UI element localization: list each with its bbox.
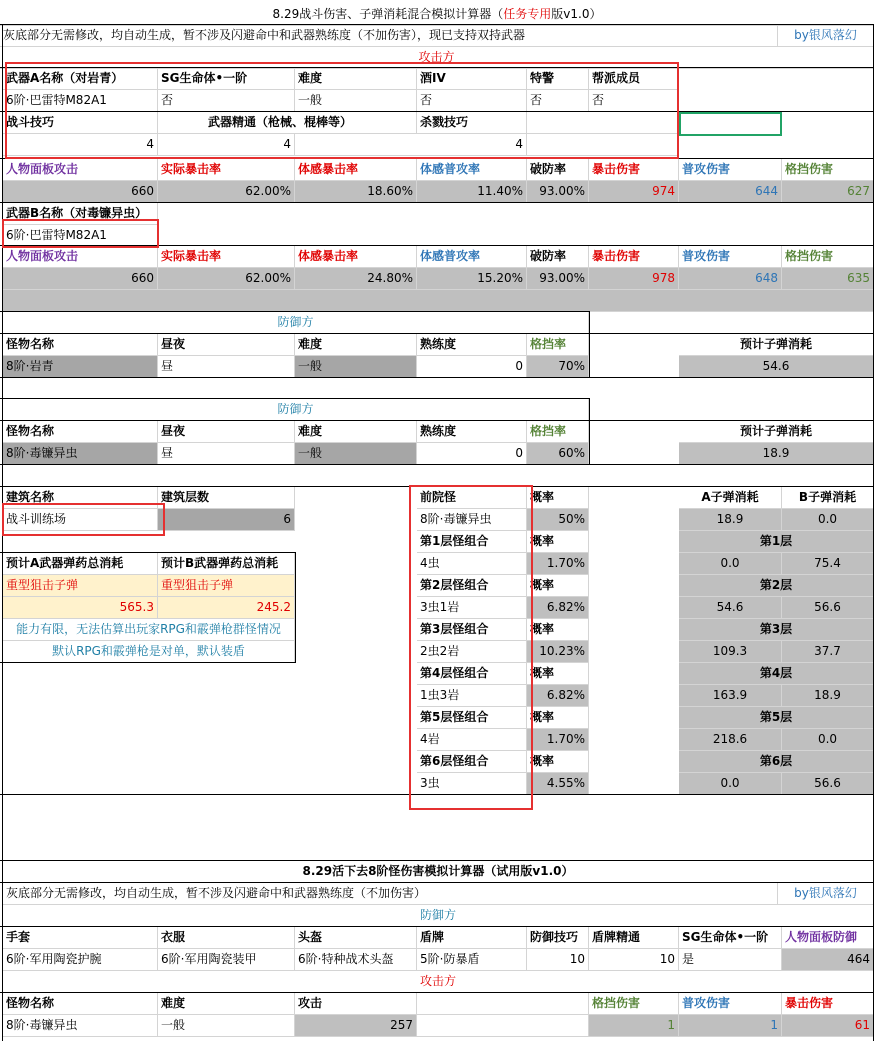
border-line xyxy=(0,860,874,861)
stat-a-block-dmg-header: 格挡伤害 xyxy=(782,159,874,181)
difficulty-value[interactable]: 一般 xyxy=(295,90,417,112)
floor-prob: 6.82% xyxy=(527,685,589,707)
building-floors-header: 建筑层数 xyxy=(158,487,295,509)
shield-mastery-header: 盾牌精通 xyxy=(589,927,679,949)
floor-layer-label: 第5层 xyxy=(679,707,874,729)
building-name-header: 建筑名称 xyxy=(3,487,158,509)
prob-label: 概率 xyxy=(527,531,589,553)
bottom-note: 灰底部分无需修改，均自动生成，暂不涉及闪避命中和武器熟练度（不加伤害） xyxy=(3,883,778,905)
stat-b-feel-crit-header: 体感暴击率 xyxy=(295,246,417,268)
floor-combo: 3虫 xyxy=(417,773,527,795)
prob-label: 概率 xyxy=(527,619,589,641)
gang-value[interactable]: 否 xyxy=(589,90,679,112)
monster-name-header-2: 怪物名称 xyxy=(3,421,158,443)
stat-b-attack-header: 人物面板攻击 xyxy=(3,246,158,268)
floor-layer-label: 第1层 xyxy=(679,531,874,553)
gloves-header: 手套 xyxy=(3,927,158,949)
prob-label: 概率 xyxy=(527,575,589,597)
selected-cell[interactable] xyxy=(679,112,782,136)
total-a-value: 565.3 xyxy=(3,597,158,619)
gray-spacer-row xyxy=(3,290,874,312)
stat-b-crit-dmg-value: 978 xyxy=(589,268,679,290)
bottom-difficulty-header: 难度 xyxy=(158,993,295,1015)
floor-header: 第1层怪组合 xyxy=(417,531,527,553)
swat-value[interactable]: 否 xyxy=(527,90,589,112)
sg-header: SG生命体•一阶 xyxy=(158,68,295,90)
border-line xyxy=(0,992,874,993)
day-night-header-1: 昼夜 xyxy=(158,334,295,356)
empty-cell xyxy=(417,1015,589,1037)
floor-header: 前院怪 xyxy=(417,487,527,509)
monster-name-value-2[interactable]: 8阶·毒镰异虫 xyxy=(3,443,158,465)
stat-b-block-dmg-header: 格挡伤害 xyxy=(782,246,874,268)
stat-a-pierce-value: 93.00% xyxy=(527,181,589,203)
defender-label-1: 防御方 xyxy=(3,312,589,334)
sheet-title: 8.29战斗伤害、子弹消耗混合模拟计算器（任务专用版v1.0） xyxy=(0,4,874,26)
floor-prob: 50% xyxy=(527,509,589,531)
floor-combo: 4岩 xyxy=(417,729,527,751)
stat-b-feel-normal-value: 15.20% xyxy=(417,268,527,290)
border-line xyxy=(0,552,296,553)
gang-header: 帮派成员 xyxy=(589,68,679,90)
stat-a-feel-normal-header: 体感普攻率 xyxy=(417,159,527,181)
stat-a-attack-value: 660 xyxy=(3,181,158,203)
kill-skill-header: 杀戮技巧 xyxy=(417,112,527,134)
shield-value[interactable]: 5阶·防暴盾 xyxy=(417,949,527,971)
border-line xyxy=(589,311,590,378)
bottom-block-dmg-value: 1 xyxy=(589,1015,679,1037)
defense-skill-header: 防御技巧 xyxy=(527,927,589,949)
floor-combo: 8阶·毒镰异虫 xyxy=(417,509,527,531)
prob-label: 概率 xyxy=(527,487,589,509)
author-label: by银风落幻 xyxy=(778,25,874,47)
proficiency-value-1[interactable]: 0 xyxy=(417,356,527,378)
ammo-value-2: 18.9 xyxy=(679,443,874,465)
total-a-ammo-type: 重型狙击子弹 xyxy=(3,575,158,597)
helmet-header: 头盔 xyxy=(295,927,417,949)
gloves-value[interactable]: 6阶·军用陶瓷护腕 xyxy=(3,949,158,971)
stat-b-crit-header: 实际暴击率 xyxy=(158,246,295,268)
bottom-author: by银风落幻 xyxy=(778,883,874,905)
defender-label-2: 防御方 xyxy=(3,399,589,421)
stat-b-feel-crit-value: 24.80% xyxy=(295,268,417,290)
highlight-box-weapon-b xyxy=(2,219,159,248)
floor-header: 第6层怪组合 xyxy=(417,751,527,773)
block-rate-header-1: 格挡率 xyxy=(527,334,589,356)
stat-a-crit-header: 实际暴击率 xyxy=(158,159,295,181)
stat-a-pierce-header: 破防率 xyxy=(527,159,589,181)
total-b-ammo-type: 重型狙击子弹 xyxy=(158,575,295,597)
border-line xyxy=(0,926,874,927)
stat-a-normal-dmg-header: 普攻伤害 xyxy=(679,159,782,181)
weapon-mastery-value[interactable]: 4 xyxy=(158,134,295,156)
kill-skill-value[interactable]: 4 xyxy=(295,134,527,156)
bottom-defender-label: 防御方 xyxy=(3,905,874,927)
sg-bottom-value[interactable]: 是 xyxy=(679,949,782,971)
empty-cell xyxy=(417,993,589,1015)
stat-a-feel-crit-value: 18.60% xyxy=(295,181,417,203)
floor-a-ammo: 0.0 xyxy=(679,773,782,795)
proficiency-header-2: 熟练度 xyxy=(417,421,527,443)
a-ammo-header: A子弹消耗 xyxy=(679,487,782,509)
weapon-a-header: 武器A名称（对岩青） xyxy=(3,68,158,90)
building-name-value[interactable]: 战斗训练场 xyxy=(3,509,158,531)
total-a-header: 预计A武器弹药总消耗 xyxy=(3,553,158,575)
total-b-header: 预计B武器弹药总消耗 xyxy=(158,553,295,575)
bottom-crit-dmg-header: 暴击伤害 xyxy=(782,993,874,1015)
floor-b-ammo: 56.6 xyxy=(782,773,874,795)
stat-b-crit-dmg-header: 暴击伤害 xyxy=(589,246,679,268)
floor-layer-label: 第2层 xyxy=(679,575,874,597)
floor-a-ammo: 109.3 xyxy=(679,641,782,663)
border-line xyxy=(0,333,874,334)
bottom-monster-header: 怪物名称 xyxy=(3,993,158,1015)
floor-b-ammo: 75.4 xyxy=(782,553,874,575)
building-floors-value: 6 xyxy=(158,509,295,531)
weapon-b-value[interactable]: 6阶·巴雷特M82A1 xyxy=(3,225,158,247)
border-line xyxy=(0,464,874,465)
proficiency-header-1: 熟练度 xyxy=(417,334,527,356)
stat-b-normal-dmg-header: 普攻伤害 xyxy=(679,246,782,268)
stat-a-feel-crit-header: 体感暴击率 xyxy=(295,159,417,181)
prob-label: 概率 xyxy=(527,663,589,685)
stat-a-attack-header: 人物面板攻击 xyxy=(3,159,158,181)
bottom-attack-header: 攻击 xyxy=(295,993,417,1015)
floor-b-ammo: 37.7 xyxy=(782,641,874,663)
note-text: 灰底部分无需修改，均自动生成，暂不涉及闪避命中和武器熟练度（不加伤害），现已支持双持武器 xyxy=(0,25,778,47)
combat-skill-value[interactable]: 4 xyxy=(3,134,158,156)
floor-a-ammo: 18.9 xyxy=(679,509,782,531)
border-line xyxy=(0,311,590,312)
difficulty-header-2: 难度 xyxy=(295,421,417,443)
floor-layer-label: 第3层 xyxy=(679,619,874,641)
floor-header: 第2层怪组合 xyxy=(417,575,527,597)
floor-layer-label: 第4层 xyxy=(679,663,874,685)
floor-prob: 1.70% xyxy=(527,729,589,751)
shield-header: 盾牌 xyxy=(417,927,527,949)
difficulty-value-2[interactable]: 一般 xyxy=(295,443,417,465)
totals-note-1: 能力有限，无法估算出玩家RPG和霰弹枪群怪情况 xyxy=(3,619,295,641)
prob-label: 概率 xyxy=(527,707,589,729)
shield-mastery-value[interactable]: 10 xyxy=(589,949,679,971)
floor-prob: 4.55% xyxy=(527,773,589,795)
wine-header: 酒IV xyxy=(417,68,527,90)
bottom-difficulty-value[interactable]: 一般 xyxy=(158,1015,295,1037)
floor-b-ammo: 18.9 xyxy=(782,685,874,707)
clothes-value[interactable]: 6阶·军用陶瓷装甲 xyxy=(158,949,295,971)
defense-skill-value[interactable]: 10 xyxy=(527,949,589,971)
difficulty-header-1: 难度 xyxy=(295,334,417,356)
bottom-crit-dmg-value: 61 xyxy=(782,1015,874,1037)
sg-value[interactable]: 否 xyxy=(158,90,295,112)
floor-combo: 2虫2岩 xyxy=(417,641,527,663)
floor-combo: 4虫 xyxy=(417,553,527,575)
bottom-attack-value: 257 xyxy=(295,1015,417,1037)
b-ammo-header: B子弹消耗 xyxy=(782,487,874,509)
stat-a-crit-dmg-header: 暴击伤害 xyxy=(589,159,679,181)
weapon-mastery-header: 武器精通（枪械、棍棒等） xyxy=(158,112,417,134)
total-b-value: 245.2 xyxy=(158,597,295,619)
attacker-label: 攻击方 xyxy=(0,47,874,69)
stat-a-normal-dmg-value: 644 xyxy=(679,181,782,203)
monster-name-value-1[interactable]: 8阶·岩青 xyxy=(3,356,158,378)
floor-header: 第3层怪组合 xyxy=(417,619,527,641)
stat-a-crit-dmg-value: 974 xyxy=(589,181,679,203)
swat-header: 特警 xyxy=(527,68,589,90)
wine-value[interactable]: 否 xyxy=(417,90,527,112)
panel-defense-value: 464 xyxy=(782,949,874,971)
floor-combo: 3虫1岩 xyxy=(417,597,527,619)
proficiency-value-2[interactable]: 0 xyxy=(417,443,527,465)
floor-a-ammo: 218.6 xyxy=(679,729,782,751)
difficulty-header: 难度 xyxy=(295,68,417,90)
bottom-title: 8.29活下去8阶怪伤害模拟计算器（试用版v1.0） xyxy=(3,861,874,883)
stat-b-pierce-value: 93.00% xyxy=(527,268,589,290)
bottom-normal-dmg-header: 普攻伤害 xyxy=(679,993,782,1015)
stat-a-crit-value: 62.00% xyxy=(158,181,295,203)
ammo-value-1: 54.6 xyxy=(679,356,874,378)
floor-a-ammo: 54.6 xyxy=(679,597,782,619)
border-line xyxy=(0,420,874,421)
bottom-attacker-label: 攻击方 xyxy=(3,971,874,993)
stat-b-feel-normal-header: 体感普攻率 xyxy=(417,246,527,268)
block-rate-value-2: 60% xyxy=(527,443,589,465)
floor-b-ammo: 0.0 xyxy=(782,729,874,751)
stat-b-attack-value: 660 xyxy=(3,268,158,290)
border-line xyxy=(0,882,874,883)
prob-label: 概率 xyxy=(527,751,589,773)
day-night-header-2: 昼夜 xyxy=(158,421,295,443)
stat-a-block-dmg-value: 627 xyxy=(782,181,874,203)
border-line xyxy=(0,24,874,25)
difficulty-value-1[interactable]: 一般 xyxy=(295,356,417,378)
weapon-b-header: 武器B名称（对毒镰异虫） xyxy=(3,203,158,225)
floor-b-ammo: 56.6 xyxy=(782,597,874,619)
floor-a-ammo: 163.9 xyxy=(679,685,782,707)
floor-prob: 6.82% xyxy=(527,597,589,619)
stat-b-crit-value: 62.00% xyxy=(158,268,295,290)
stat-b-block-dmg-value: 635 xyxy=(782,268,874,290)
stat-a-feel-normal-value: 11.40% xyxy=(417,181,527,203)
bottom-normal-dmg-value: 1 xyxy=(679,1015,782,1037)
floor-combo: 1虫3岩 xyxy=(417,685,527,707)
clothes-header: 衣服 xyxy=(158,927,295,949)
border-line xyxy=(295,552,296,663)
sg-bottom-header: SG生命体•一阶 xyxy=(679,927,782,949)
block-rate-header-2: 格挡率 xyxy=(527,421,589,443)
weapon-a-value[interactable]: 6阶·巴雷特M82A1 xyxy=(3,90,158,112)
border-line xyxy=(0,662,296,663)
border-line xyxy=(0,202,874,203)
monster-name-header-1: 怪物名称 xyxy=(3,334,158,356)
floor-b-ammo: 0.0 xyxy=(782,509,874,531)
highlight-box-building xyxy=(2,503,165,536)
ammo-header-1: 预计子弹消耗 xyxy=(679,334,874,356)
ammo-header-2: 预计子弹消耗 xyxy=(679,421,874,443)
stat-b-normal-dmg-value: 648 xyxy=(679,268,782,290)
day-night-value-1[interactable]: 昼 xyxy=(158,356,295,378)
helmet-value[interactable]: 6阶·特种战术头盔 xyxy=(295,949,417,971)
floor-a-ammo: 0.0 xyxy=(679,553,782,575)
border-line xyxy=(589,398,590,465)
border-line xyxy=(0,377,874,378)
border-line xyxy=(0,398,590,399)
highlight-box-floors xyxy=(409,485,533,810)
block-rate-value-1: 70% xyxy=(527,356,589,378)
floor-header: 第5层怪组合 xyxy=(417,707,527,729)
stat-b-pierce-header: 破防率 xyxy=(527,246,589,268)
panel-defense-header: 人物面板防御 xyxy=(782,927,874,949)
highlight-box-weapon-a xyxy=(5,62,679,159)
floor-header: 第4层怪组合 xyxy=(417,663,527,685)
floor-layer-label: 第6层 xyxy=(679,751,874,773)
bottom-monster-value[interactable]: 8阶·毒镰异虫 xyxy=(3,1015,158,1037)
floor-prob: 1.70% xyxy=(527,553,589,575)
combat-skill-header: 战斗技巧 xyxy=(3,112,158,134)
floor-prob: 10.23% xyxy=(527,641,589,663)
day-night-value-2[interactable]: 昼 xyxy=(158,443,295,465)
totals-note-2: 默认RPG和霰弹枪是对单，默认装盾 xyxy=(3,641,295,663)
bottom-block-dmg-header: 格挡伤害 xyxy=(589,993,679,1015)
